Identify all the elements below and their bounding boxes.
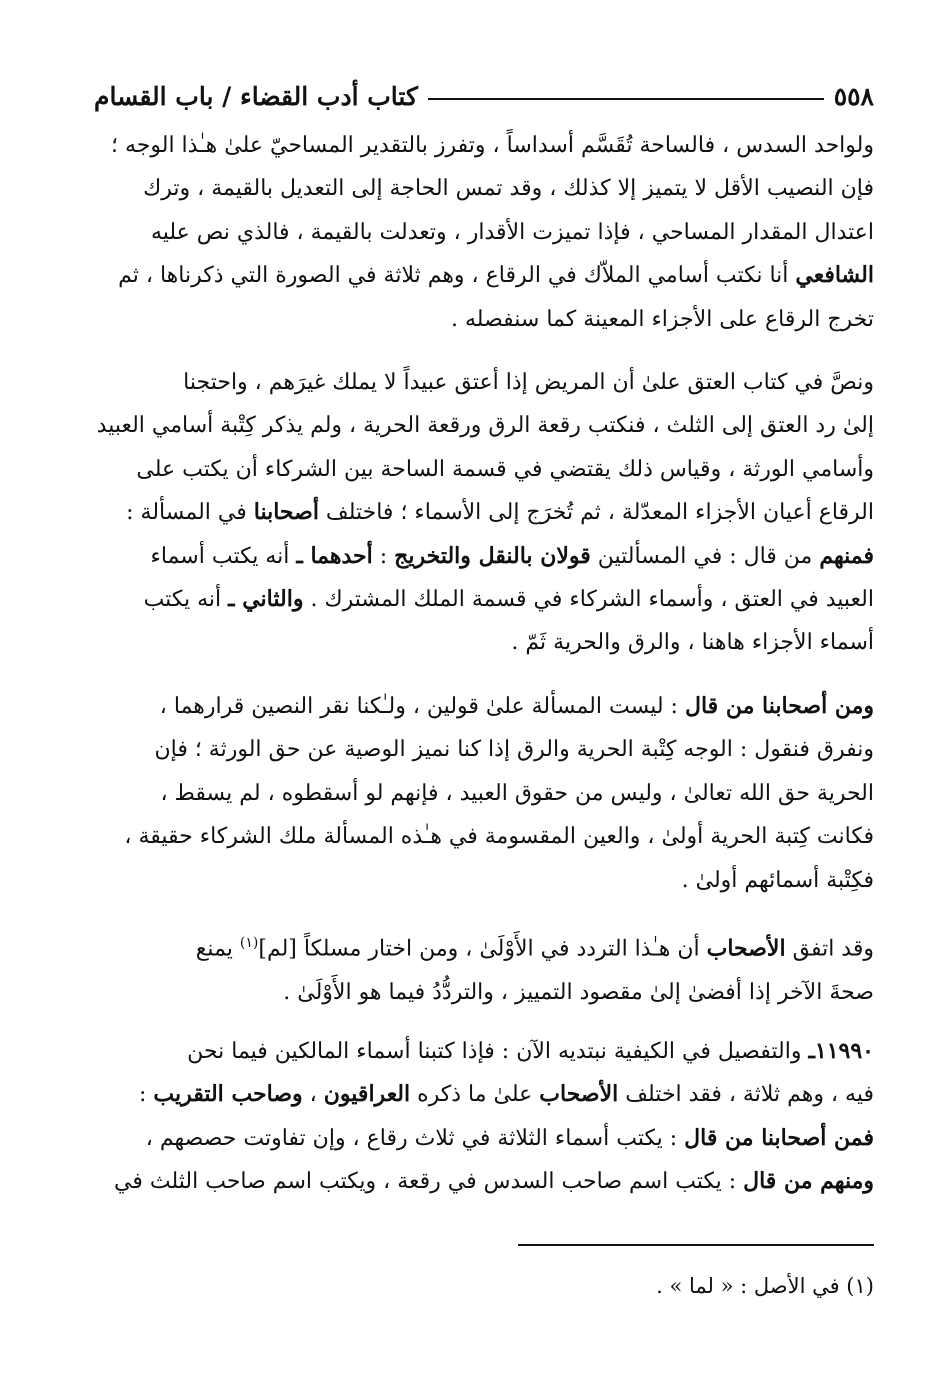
text-line: الرقاع أعيان الأجزاء المعدّلة ، ثم تُخرَج إلى الأسماء ؛ فاختلف أصحابنا في المسألة : — [126, 499, 874, 526]
text-line: فإن النصيب الأقل لا يتميز إلا كذلك ، وقد تمس الحاجة إلى التعديل بالقيمة ، وترك — [143, 176, 874, 202]
page-number: ٥٥٨ — [833, 81, 874, 111]
text-line: أسماء الأجزاء هاهنا ، والرق والحرية ثَمّ . — [511, 630, 874, 656]
body-text — [94, 124, 874, 1204]
text-line: ومنهم من قال : يكتب اسم صاحب السدس في رقعة ، ويكتب اسم صاحب الثلث في — [114, 1168, 874, 1195]
text-line: العبيد في العتق ، وأسماء الشركاء في قسمة الملك المشترك . والثاني ـ أنه يكتب — [143, 586, 874, 613]
text-line: ونصَّ في كتاب العتق علىٰ أن المريض إذا أعتق عبيداً لا يملك غيرَهم ، واحتجنا — [183, 370, 874, 396]
paragraph-3 — [94, 685, 874, 902]
text-line: وقد اتفق الأصحاب أن هـٰذا التردد في الأَوْلَىٰ ، ومن اختار مسلكاً [لم]$^{(١)}$ يمنع — [195, 934, 874, 962]
page-header — [94, 74, 874, 118]
text-line: ومن أصحابنا من قال : ليست المسألة علىٰ قولين ، ولـٰكنا نقر النصين قرارهما ، — [159, 692, 874, 719]
paragraph-2 — [94, 361, 874, 665]
text-line: ونفرق فنقول : الوجه كِتْبة الحرية والرق إذا كنا نميز الوصية عن حق الورثة ؛ فإن — [154, 737, 874, 763]
text-line: ١١٩٩٠ـ والتفصيل في الكيفية نبتديه الآن : فإذا كتبنا أسماء المالكين فيما نحن — [187, 1038, 874, 1065]
footnote-rule — [518, 1244, 874, 1246]
footnote: (١) في الأصل : « لما » . — [656, 1274, 874, 1298]
text-line: وأسامي الورثة ، وقياس ذلك يقتضي في قسمة الساحة بين الشركاء أن يكتب على — [136, 456, 874, 482]
paragraph-4 — [94, 922, 874, 1014]
text-line: فمن أصحابنا من قال : يكتب أسماء الثلاثة في ثلاث رقاع ، وإن تفاوتت حصصهم ، — [145, 1124, 874, 1151]
text-line: إلىٰ رد العتق إلى الثلث ، فنكتب رقعة الرق ورقعة الحرية ، ولم يذكر كِتْبة أسامي العبيد — [96, 413, 874, 439]
paragraph-5 — [94, 1030, 874, 1204]
paragraph-1 — [94, 124, 874, 341]
text-line: ولواحد السدس ، فالساحة تُقَسَّم أسداساً ، وتفرز بالتقدير المساحيّ علىٰ هـٰذا الوجه ؛ — [111, 133, 874, 158]
text-line: الحرية حق الله تعالىٰ ، وليس من حقوق العبيد ، فإنهم لو أسقطوه ، لم يسقط ، — [160, 780, 874, 806]
running-title: كتاب أدب القضاء / باب القسام — [94, 81, 418, 111]
text-line: اعتدال المقدار المساحي ، فإذا تميزت الأقدار ، وتعدلت بالقيمة ، فالذي نص عليه — [150, 219, 874, 245]
text-line: فمنهم من قال : في المسألتين قولان بالنقل والتخريج : أحدهما ـ أنه يكتب أسماء — [150, 542, 874, 569]
text-line: تخرج الرقاع على الأجزاء المعينة كما سنفصله . — [451, 306, 874, 332]
text-line: فكانت كِتبة الحرية أولىٰ ، والعين المقسومة في هـٰذه المسألة ملك الشركاء حقيقة ، — [124, 824, 874, 850]
text-line: فكِتْبة أسمائهم أولىٰ . — [681, 867, 874, 893]
header-rule — [428, 98, 824, 100]
text-line: الشافعي أنا نكتب أسامي الملاّك في الرقاع ، وهم ثلاثة في الصورة التي ذكرناها ، ثم — [118, 262, 874, 289]
text-line: صحةَ الآخر إذا أفضىٰ إلىٰ مقصود التمييز ، والتردُّدُ فيما هو الأَوْلَىٰ . — [283, 979, 874, 1005]
text-line: فيه ، وهم ثلاثة ، فقد اختلف الأصحاب علىٰ ما ذكره العراقيون ، وصاحب التقريب : — [138, 1081, 874, 1108]
